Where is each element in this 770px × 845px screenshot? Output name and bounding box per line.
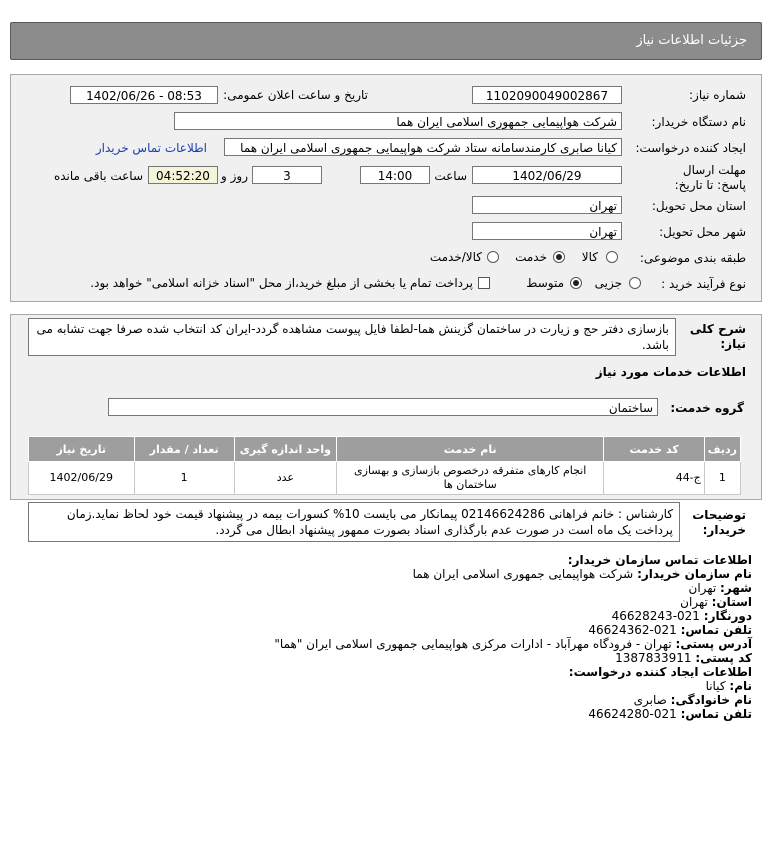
need-number-field: 1102090049002867 [472,86,622,104]
page-title: جزئیات اطلاعات نیاز [636,33,747,48]
treasury-payment-note: پرداخت تمام یا بخشی از مبلغ خرید،از محل "اسناد خزانه اسلامی" خواهد بود. [90,276,473,290]
purchase-medium-label: متوسط [526,276,564,290]
creator-field: کیانا صابری کارمندسامانه ستاد شرکت هواپیمایی جمهوری اسلامی ایران هما [224,138,622,156]
contact-info [12,553,752,721]
service-group-field: ساختمان [108,398,658,416]
contact-postal: 1387833911 [615,651,692,665]
province-label: استان محل تحویل: [651,199,746,213]
contact-org-label: نام سازمان خریدار: [637,567,752,581]
remaining-time-label: ساعت باقی مانده [53,169,143,183]
buyer-org-label: نام دستگاه خریدار: [651,115,746,129]
cell-quantity: 1 [134,462,234,495]
category-service-label: خدمت [515,250,547,264]
contact-city: تهران [688,581,717,595]
contact-fax-label: دورنگار: [703,609,752,623]
city-field: تهران [472,222,622,240]
buyer-notes-text: کارشناس : خانم فراهانی 02146624286 پیمانکار می بایست 10% کسورات بیمه در پیشنهاد قیمت خود لحاظ نماید.زمان پرداخت یک ماه است در صورت عدم بارگذاری اسناد بصورت ممهور پیشنهاد ابطال می گردد. [28,502,680,542]
need-number-label: شماره نیاز: [689,88,746,102]
creator-phone: 021-46624280 [588,707,677,721]
buyer-notes-label: توضیحات خریدار: [692,508,746,537]
cell-unit: عدد [234,462,336,495]
cell-service-name: انجام کارهای متفرقه درخصوص بازسازی و بهسازی ساختمان ها [336,462,604,495]
category-goods-service-radio[interactable] [487,251,499,263]
creator-name-label: نام: [729,679,752,693]
description-text: بازسازی دفتر حج و زیارت در ساختمان گزینش هما-لطفا فایل پیوست مشاهده گردد-ایران کد انتخاب شده صرفا جهت تشابه می باشد. [28,318,676,356]
creator-name-line [12,679,752,693]
creator-label: ایجاد کننده درخواست: [635,141,746,155]
contact-phone-label: تلفن تماس: [680,623,752,637]
contact-phone-line [12,623,752,637]
contact-province-label: استان: [711,595,752,609]
contact-phone: 021-46624362 [588,623,677,637]
buyer-contact-link[interactable]: اطلاعات تماس خریدار [95,141,207,155]
contact-address: تهران - فرودگاه مهرآباد - ادارات مرکزی هواپیمایی جمهوری اسلامی ایران "هما" [274,637,672,651]
category-goods-label: کالا [581,250,598,264]
province-field: تهران [472,196,622,214]
creator-family-line [12,693,752,707]
services-table-header [29,437,741,462]
contact-postal-line [12,651,752,665]
announce-date-label: تاریخ و ساعت اعلان عمومی: [223,88,368,102]
cell-code: ج-44 [604,462,704,495]
deadline-time-field: 14:00 [360,166,430,184]
contact-fax: 021-46628243 [611,609,700,623]
contact-province-line [12,595,752,609]
contact-province: تهران [680,595,708,609]
announce-date-field: 1402/06/26 - 08:53 [70,86,218,104]
purchase-minor-label: جزیی [594,276,622,290]
contact-address-line [12,637,752,651]
contact-postal-label: کد پستی: [695,651,752,665]
remaining-time-field: 04:52:20 [148,166,218,184]
col-code-header: کد خدمت [604,437,704,462]
services-section-title: اطلاعات خدمات مورد نیاز [595,365,746,379]
table-row [29,462,741,495]
cell-need-date: 1402/06/29 [29,462,135,495]
creator-name: کیانا [705,679,726,693]
buyer-org-field: شرکت هواپیمایی جمهوری اسلامی ایران هما [174,112,622,130]
creator-family: صابری [633,693,667,707]
deadline-label: مهلت ارسال پاسخ: تا تاریخ: [674,163,746,192]
contact-fax-line [12,609,752,623]
purchase-medium-radio[interactable] [570,277,582,289]
treasury-payment-checkbox[interactable] [478,277,490,289]
days-field: 3 [252,166,322,184]
category-service-radio[interactable] [553,251,565,263]
category-label: طبقه بندی موضوعی: [639,251,746,265]
category-goods-service-label: کالا/خدمت [429,250,482,264]
contact-city-line [12,581,752,595]
contact-address-label: آدرس پستی: [675,637,752,651]
deadline-date-field: 1402/06/29 [472,166,622,184]
purchase-type-label: نوع فرآیند خرید : [661,277,746,291]
contact-city-label: شهر: [720,581,752,595]
category-goods-radio[interactable] [606,251,618,263]
deadline-time-label: ساعت [434,169,467,183]
description-label: شرح کلی نیاز: [689,322,746,351]
service-group-label: گروه خدمت: [670,401,744,415]
page-header [10,22,762,60]
col-qty-header: تعداد / مقدار [134,437,234,462]
col-date-header: تاریخ نیاز [29,437,135,462]
city-label: شهر محل تحویل: [659,225,746,239]
col-unit-header: واحد اندازه گیری [234,437,336,462]
cell-row: 1 [704,462,740,495]
contact-title: اطلاعات تماس سازمان خریدار: [567,553,752,567]
creator-phone-line [12,707,752,721]
contact-org: شرکت هواپیمایی جمهوری اسلامی ایران هما [412,567,634,581]
creator-family-label: نام خانوادگی: [670,693,752,707]
services-table [28,436,741,495]
col-name-header: نام خدمت [336,437,604,462]
days-label: روز و [221,169,248,183]
contact-org-line [12,567,752,581]
col-row-header: ردیف [704,437,740,462]
creator-info-title: اطلاعات ایجاد کننده درخواست: [568,665,752,679]
purchase-minor-radio[interactable] [629,277,641,289]
creator-phone-label: تلفن تماس: [680,707,752,721]
need-info-panel [10,74,762,302]
